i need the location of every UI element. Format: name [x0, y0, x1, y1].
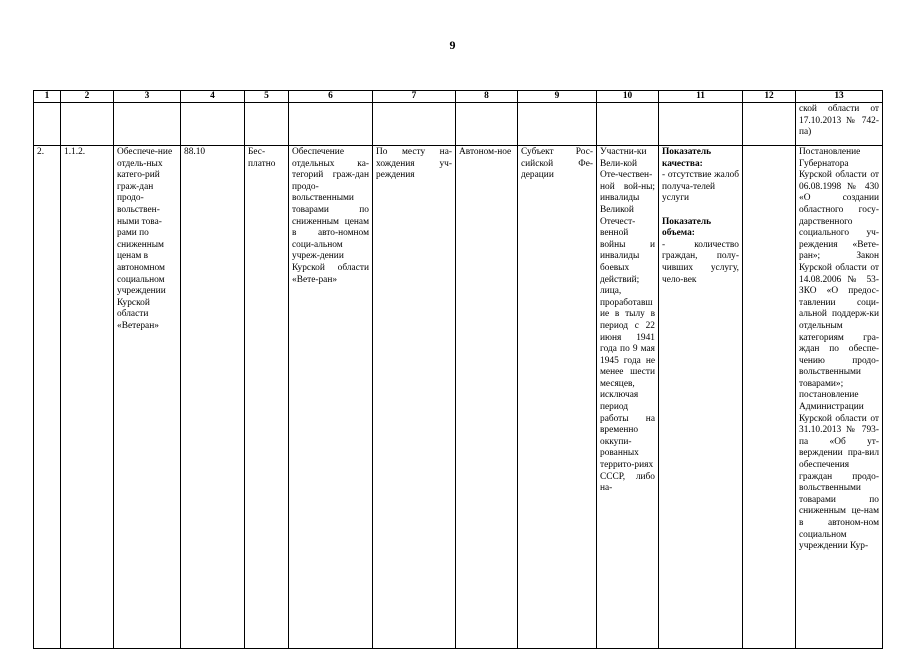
quality-text: - отсутствие жалоб получа-телей услуги [662, 170, 739, 204]
founder: Субъект Рос-сийской Фе-дерации [518, 146, 597, 649]
table-header-row [34, 91, 883, 103]
col-header: 11 [659, 91, 743, 103]
service-content: Обеспечение отдельных ка-тегорий граж-дан продо-вольственными товарами по сниженным ценам в авто-номном соци-альном учреж-дении Курской области «Вете-ран» [289, 146, 373, 649]
col-header: 8 [456, 91, 518, 103]
legal-basis: Постановление Губернатора Курской области от 06.08.1998 № 430 «О создании областного госу-дарственного социального уч-реждения «Вете-ран»; Закон Курской области от 14.08.2006 № 53-ЗКО «О предос-тавлении соци-альной поддерж-ки отдельным категориям гра-ждан по обеспе-чению продо-вольственными товарами»; постановление Администрации Курской области от 31.10.2013 № 793-па «Об ут-верждении пра-вил обеспечения граждан продо-вольственными товарами по сниженным це-нам в автоном-ном социальном учреждении Кур- [796, 146, 883, 649]
col-header: 7 [373, 91, 456, 103]
service-name: Обеспече-ние отдель-ных катего-рий граж-дан продо-вольствен-ными това-рами по сниженным ценам в автономном социальном учреждении Курской области «Ветеран» [114, 146, 181, 649]
volume-label: Показатель объема: [662, 216, 712, 239]
row-number: 2. [34, 146, 61, 649]
volume-text: - количество граждан, полу-чивших услугу, чело-век [662, 239, 739, 285]
service-location: По месту на-хождения уч-реждения [373, 146, 456, 649]
recipients: Участни-ки Вели-кой Оте-чествен-ной вой-ны; инвалиды Великой Отечест-венной войны и инвалиды боевых действий; лица, проработавшие в тылу в период с 22 июня 1941 года по 9 мая 1945 года не менее шести месяцев, исключая период работы на временно оккупи-рованных террито-риях СССР, либо на- [597, 146, 659, 649]
okved-code: 88.10 [181, 146, 245, 649]
table-row [34, 146, 883, 649]
institution-type: Автоном-ное [456, 146, 518, 649]
col-header: 2 [61, 91, 114, 103]
col-header: 10 [597, 91, 659, 103]
col-header: 4 [181, 91, 245, 103]
services-table [33, 90, 883, 649]
payment-type: Бес-платно [245, 146, 289, 649]
page-number: 9 [449, 38, 456, 52]
continuation-row [34, 103, 883, 146]
col-header: 6 [289, 91, 373, 103]
col-header: 9 [518, 91, 597, 103]
col-header: 13 [796, 91, 883, 103]
row-code: 1.1.2. [61, 146, 114, 649]
col-header: 3 [114, 91, 181, 103]
indicators-cell [659, 146, 743, 649]
col-header: 1 [34, 91, 61, 103]
empty-cell [743, 146, 796, 649]
quality-label: Показатель качества: [662, 147, 712, 169]
col-header: 5 [245, 91, 289, 103]
continuation-cell: ской области от 17.10.2013 № 742-па) [796, 103, 883, 146]
col-header: 12 [743, 91, 796, 103]
